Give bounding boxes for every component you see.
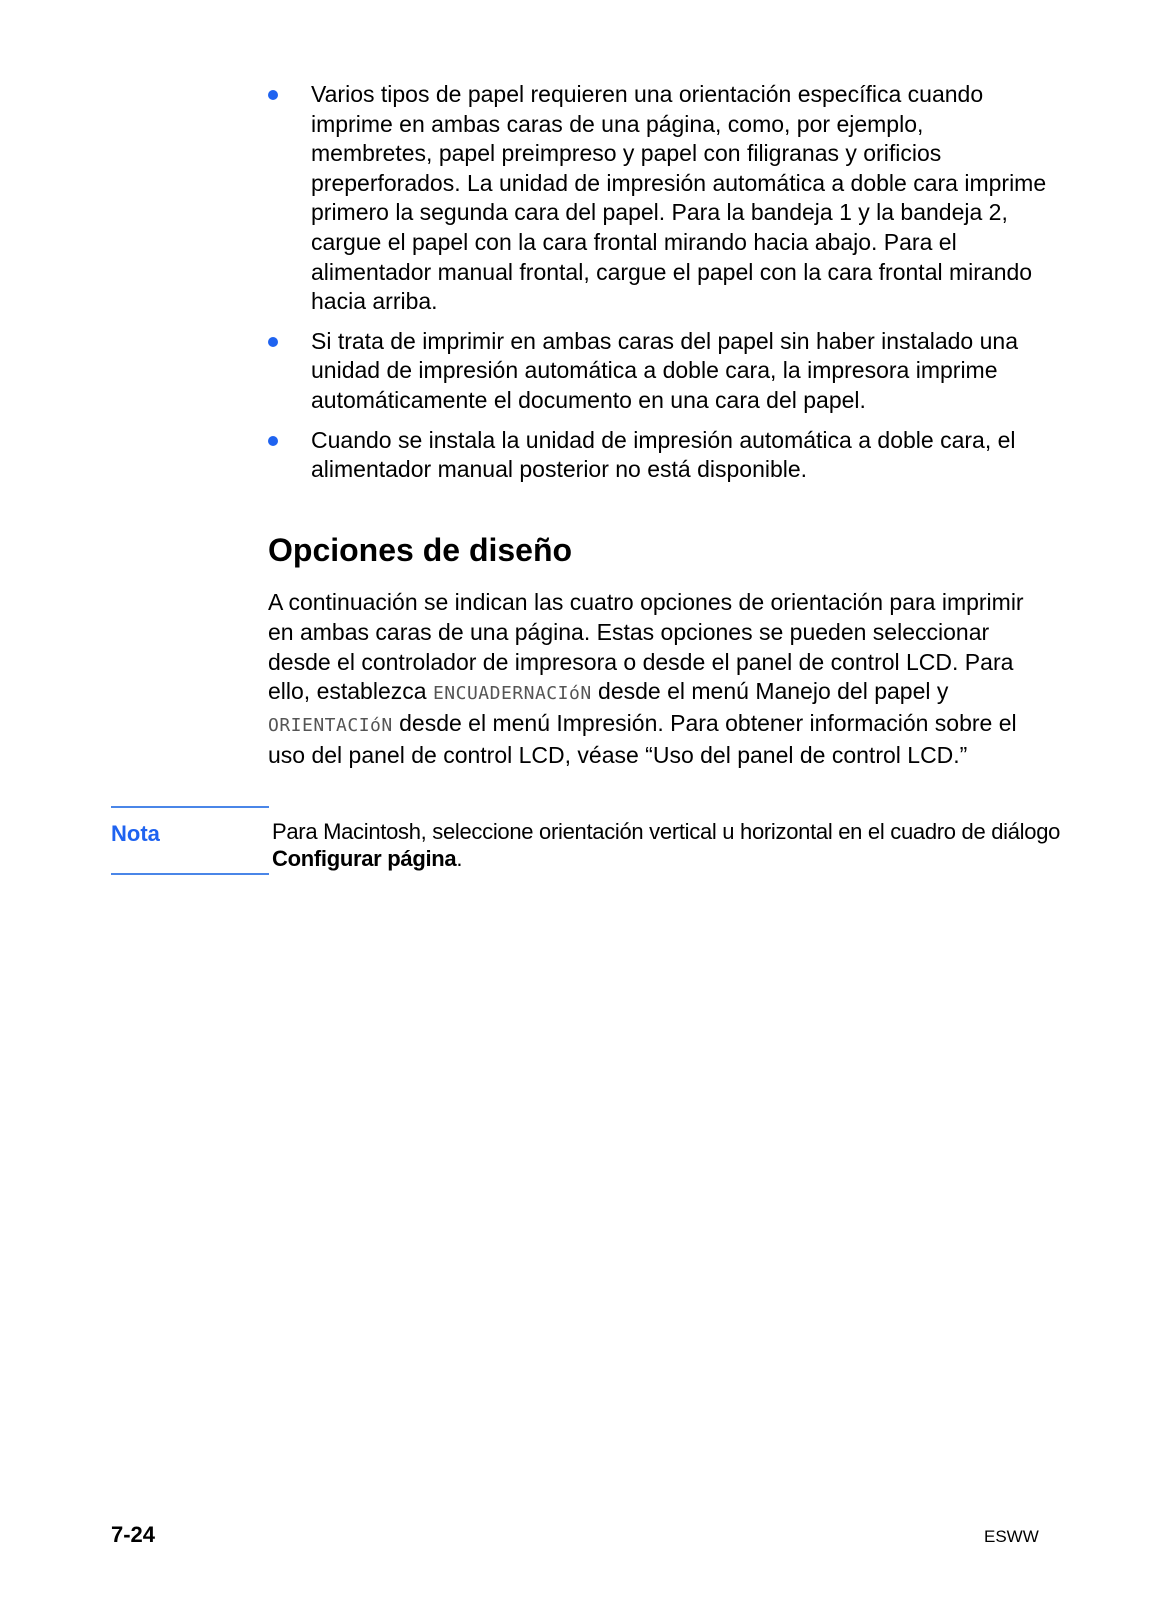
footer-code: ESWW bbox=[984, 1527, 1039, 1546]
bullet-text: Varios tipos de papel requieren una orientación específica cuando imprime en ambas caras de una página, como, por ejemplo, membretes, papel preimpreso y papel con filigranas y orificios preperforados. La unidad de impresión automática a doble cara imprime primero la segunda cara del papel. Para la bandeja 1 y la bandeja 2, cargue el papel con la cara frontal mirando hacia abajo. Para el alimentador manual frontal, cargue el papel con la cara frontal mirando hacia arriba. bbox=[311, 81, 1047, 315]
bullet-dot-icon bbox=[268, 337, 278, 347]
list-item bbox=[268, 426, 1048, 485]
paragraph-text: desde el menú Manejo del papel y bbox=[591, 678, 949, 705]
bullet-text: Si trata de imprimir en ambas caras del papel sin haber instalado una unidad de impresión automática a doble cara, la impresora imprime automáticamente el documento en una cara del papel. bbox=[311, 327, 1018, 413]
note-bold-term: Configurar página bbox=[272, 846, 457, 871]
section-paragraph bbox=[268, 588, 1048, 771]
list-item bbox=[268, 80, 1048, 317]
paragraph-text: desde el menú Impresión. Para obtener información sobre el uso del panel de control LCD, véase “Uso del panel de control LCD.” bbox=[268, 710, 1017, 768]
note-top-rule bbox=[111, 806, 269, 808]
paragraph-text: A continuación se indican las cuatro opciones de orientación para imprimir en ambas caras de una página. Estas opciones se pueden seleccionar desde el controlador de impresora o desde el panel de control LCD. Para ello, establezca bbox=[268, 589, 1024, 705]
section-heading: Opciones de diseño bbox=[268, 532, 573, 568]
note-text-part: . bbox=[456, 846, 463, 871]
note-label: Nota bbox=[111, 821, 160, 846]
bullet-dot-icon bbox=[268, 90, 278, 100]
bullet-list bbox=[268, 80, 1048, 495]
note-text-part: Para Macintosh, seleccione orientación vertical u horizontal en el cuadro de diálogo bbox=[272, 819, 1061, 844]
lcd-setting-orientation: ORIENTACIóN bbox=[268, 715, 393, 737]
note-text bbox=[272, 818, 1062, 872]
lcd-setting-binding: ENCUADERNACIóN bbox=[432, 683, 592, 705]
bullet-text: Cuando se instala la unidad de impresión automática a doble cara, el alimentador manual posterior no está disponible. bbox=[311, 426, 1016, 483]
note-bottom-rule bbox=[111, 873, 269, 875]
page-number: 7-24 bbox=[111, 1522, 156, 1547]
list-item bbox=[268, 327, 1048, 416]
bullet-dot-icon bbox=[268, 436, 278, 446]
